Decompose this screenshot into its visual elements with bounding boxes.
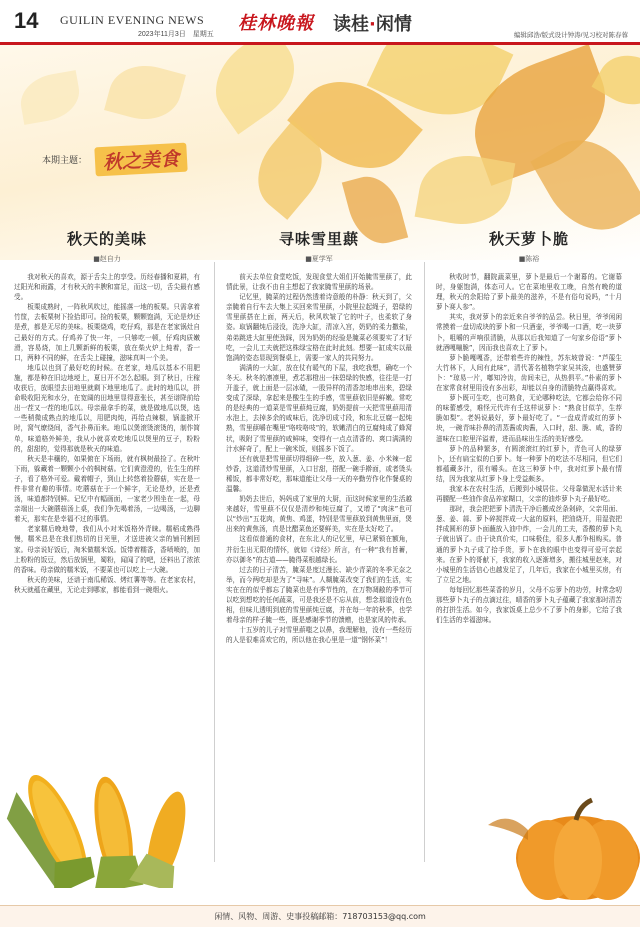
paragraph: 萝卜的品种繁多，有圆滚滚红的红萝卜，青色可人的绿萝卜，还有扁宝似的白萝卜。每一种萝卜的吃法不尽相同，但它们都蕴藏多汁，很有嚼头。在这三种萝卜中，我对红萝卜最有情结，因为我家从红萝卜身上受益颇多。 (436, 444, 622, 483)
article-body (436, 272, 622, 625)
article-3 (436, 228, 622, 625)
paragraph: 我家本在农村生活，后搬到小城居住。父母靠做泥水活计来再腰配一些油作食品养家糊口，父亲的油炸萝卜丸子最好吃。 (436, 484, 622, 504)
article-title: 秋天的美味 (66, 230, 147, 248)
paragraph: 记忆里，腌菜的过程仍然透着诗意般的朴静：秋天到了，父亲腌着自行车去大集上买回来雪里蕻，小院里拉起绳子，碧绿的雪里蕻搭在上面，两天后，秋风吹皱了它的叶子，也柔软了身姿。取锅翻炖后浸没，洗净大缸，清凉入宫，奶奶的柔力撒盐，弟弟跳进大缸里使劲踩，因为奶奶的经验是腌菜必须要实了才好吃，一会儿工夫就把这株绿宝格在此时此刻。想要一缸成实以最饱满的姿态显现到餐桌上，需要一家人的共同努力。 (226, 293, 412, 362)
paragraph: 地瓜以也到了最好吃的时候。在老家，地瓜以基本不用肥施，都是种在旧边地埂上，夏日开不怎么起眼。到了秋日，庄稼收获后，放眼望去田地里就剩下地里地瓜了。此时的地瓜以，拼命吸收阳光和水分，在宽阔的田地里显得意张长，甚至谱降前给出一茬又一茬的地瓜以。母亲最拿手的菜，就是做地瓜以煲，选一些稍微成熟点的地瓜以，用肥肉炖，再给点辣椒，锅盖掀开时，窝气缭绕间，香气扑鼻而来。地瓜以煲滚烫滚烫的，制作简单，味道格外鲜美，我从小就喜欢吃地瓜以煲里的豆子，粉粉的，甜甜的，觉得那就是秋天的味道。 (14, 363, 200, 453)
column-divider (214, 262, 215, 862)
page-number: 14 (14, 8, 39, 33)
section-dot: · (369, 14, 376, 35)
paragraph: 萝卜既可生吃，也可熟食，无论哪种吃法，它都会给你不同的味蕾感受，难怪元代许有壬这样说萝卜：“熟食甘似芋，生荐脆如梨”。老妈说最好，萝卜最好吃了。“一盘成青或红的萝卜块，一碗青味扑鼻的清蒸酱或肉酱，入口时，甜、脆、咸，香的滋味在口腔里洋溢着，进而品味出生活的美好感受。 (436, 394, 622, 443)
paragraph: 过去的日子清苦，腌菜是度过漫长、缺少青菜的冬季无奈之举，而今两吃却是为了“寻味”。人糊腌菜改变了我们的生活，实实在在的似乎都忘了腌菜也是有季节性的，在万物凋敝的季节可以吃到想吃的任何蔬菜，可是我还是不忘从前，想念那道没有色相，但味儿透明到底的雪里蕻炖豆腐，并在每一年的秋季，也学着母亲的样子腌一些，既是感谢季节的馈赠，也是家风的传承。 (226, 565, 412, 625)
article-body (226, 272, 412, 645)
paragraph: 这看似普通的食材，在东北人的记忆里，早已紧锁在额角，并衍生出无限的情怀，就如《诗经》所言，有一种“我有旨蓄，亦以御冬”的古道——腌得菜根越绿长。 (226, 535, 412, 564)
paper-name-en: GUILIN EVENING NEWS (60, 13, 205, 27)
paragraph: 板栗成熟时，一阵秋风吹过，能摇落一地的板栗。只需拿着竹筐，去板栗树下捡拾即可。捡的板栗，颗颗饱满，无论是炒还是煮，都是无尽的美味。板栗烧鸡，吃仔鸡，那是在老家锅灶自己最好的方式。仔鸡养了快一年，一只够吃一顿，仔鸡肉质嫩滑，容易烧，加上几颗新鲜的板栗，放在柴火炉上炖着，香一口，两种不同的鲜，在舌尖上碰撞，滋味真叫一个美。 (14, 303, 200, 362)
section-sub: 闲情 (375, 14, 412, 35)
article-title: 寻味雪里蕻 (278, 230, 359, 248)
leaf-decoration (415, 148, 516, 233)
theme-label: 本期主题： (42, 156, 88, 166)
paragraph: 我对秋天的喜欢，源于舌尖上的享受。历经春播和夏耕，有过阳光和雨露，才有秋天的丰腴和富足，而这一切，舌尖最有感受。 (14, 273, 200, 302)
paragraph: 老家糯后晚地带，我们从小对米饭格外青睐。糯稻成熟得慢，糯米总是在我们热切的目光里，才送进被父亲的铺刊割回家。母亲说好饭后，淘米做糯米饭。饭带着糯香，香喷喷的，加上粉粉的饭豆，然后放锅里，蜀粉，闻闻了的吧，还料出了浓浓的香味。母亲做的糯米饭，不要菜也可以吃上一大碗。 (14, 525, 200, 574)
paragraph: 前天去单位食堂吃饭，发现食堂大姐们开始腌雪里蕻了，此情此景，让我不由自主想起了我家腌雪里蕻的场景。 (226, 273, 412, 292)
newspaper-logo: 桂林晚報 (238, 13, 314, 34)
paragraph: 奶奶去世后，妈妈成了家里的大厨，而这时候家里的生活越来越好，雪里蕻不仅仅是清炒和炖豆腐了，又增了“肉沫”也可以“炒出”五花肉，黄焦、鸡蛋，特别是雪里蕻放到黄焦里面，煲出来的黄焦汤，真是比醋菜鱼还要鲜美，实在是太好吃了。 (226, 495, 412, 534)
paragraph: 秋收时节，翻院蔬菜里，萝卜是最后一个谢幕的。它谢幕时，身躯饱满，体态可人。它在菜地里收工晚，自然有晚的道理，秋天的余阳给了萝卜最美的滋养，不是有俗句说吗，“十月萝卜赛人参”。 (436, 273, 622, 312)
pumpkin-illustration (468, 770, 640, 900)
paragraph: 满满的一大缸，放在仗有暖气的下屋，我吃我想，确吃一个冬天。秋冬的凛凛里，煮芯那橙出一抹碧绿的快感，往往是一打开盖子，就上面是一层冰碴，一股异样的清香忽地串出来，碧绿变成了深绿，拿起来是酸生生的手感，雪里蕻依旧是鲜嫩。常吃的是经典的一道菜是雪里蕻炖豆腐，奶奶提前一天把雪里蕻用清水泡上，去掉多余的咸味后，洗净切成寸段，和东北豆腐一起炖熟，雪里蕻嚼在嘴里“咯吱咯吱”的，软嫩清白的豆腐炖成了蜂窝状，吸附了雪里蕻的咸鲜味，变得有一点点清香的、爽口满满的汁水鲜奇了，配上一碗米饭，则摇多下饭了。 (226, 363, 412, 453)
article-2 (226, 228, 412, 645)
corn-illustration (0, 758, 190, 888)
article-body (14, 272, 200, 595)
section-name: 读桂 (333, 14, 369, 35)
masthead (0, 0, 640, 42)
paragraph: 其实，我对萝卜的亲近来自爷爷的品尝。秋日里，爷爷闲闲常摸着一盘切成块的萝卜和一只酒壶，爷爷喝一口酒，吃一块萝卜，咀嚼的声响很清脆，从那以后我知道了一句家乡俗语“萝卜就酒嘎嘣脆”，因而我也喜欢上了萝卜。 (436, 313, 622, 352)
section-title (333, 10, 412, 36)
editor-credits: 编辑邱浩/版式设计钟涛/见习校对陈春蓉 (513, 32, 628, 39)
theme-title: 秋之美食 (94, 143, 187, 177)
leaf-decoration (104, 57, 186, 128)
article-byline: ■陈裕 (518, 255, 540, 263)
paragraph: 萝卜脆嘎嘎香，还带着些许的辣性，苏东坡曾说：“芦菔生大竹林下，人间有此味”，清代著名植物学家吴其浚，也盛赞萝卜：“琼易一片，嘟知冷齿，齿间未已，从热俱平。”朴素的萝卜在家常食材里用没有多出彩，却能以自身的清脆特点赢得喜欢。 (436, 353, 622, 393)
leaf-decoration (17, 70, 84, 125)
paragraph: 那时，我会把把萝卜清洗干净后搬成丝条剁碎，父亲用面、葱、姜、蒜、萝卜碎搅拌成一大盆的原料，把油烧开，用湿瓷把拌成圆形的萝卜面蘸放入油中炸，一会儿的工夫，香酸的萝卜丸子就出锅了。由于诀真价实，口味极佳，很多人都争相购买。普通的萝卜丸子成了拾手货，萝卜在我的眼中也变得可爱可亲起来。在萝卜的哥献下，我家的收入逐渐增多，搬往城里赵来，对小城里的生活信心也越发足了，几年后，我家在小城里买房，有了立足之地。 (436, 505, 622, 584)
column-divider (424, 262, 425, 862)
footer-submission-email: 闲情、风物、周游、史事投稿邮箱：718703153@qq.com (0, 905, 640, 927)
paragraph: 还有就是把雪里蕻切得细碎一些，放入葱、姜、小米辣一起炒香，这道清炒雪里蕻，入口甘甜，搭配一碗手擀面，或者烫头稀饭，都非常好吃，那味道能让父母一天的辛勤劳作化作餐桌的温馨。 (226, 454, 412, 493)
paragraph: 十五岁的儿子对雪里蕻嗤之以鼻，我理解他，没有一些经历的人是很难喜欢它的，所以他在我心里是一道“钢怀菜”！ (226, 626, 412, 645)
issue-date: 2023年11月3日 星期五 (138, 31, 214, 38)
paragraph: 秋天是丰穰的，如果俯在下场雨，就有枫树最捡了。在秋叶下雨，躲藏着一颗颗小小的枫树菇。它们黄澄澄的，佐生生的样子，看了格外可爱。戴着帽子，到山上转悠着捡蘑菇，实在是一件非常有趣的事情。吃蘑菇在于一个鲜字，无论是炒，还是煮汤，味道都特别鲜。记忆中有幅画面，一家老少围坐在一起，母亲端出一大碗蘑菇汤上桌，我们争先喝着汤，一边喝汤，一边聊着天，那实在是幸福不过的事情。 (14, 454, 200, 524)
article-title: 秋天萝卜脆 (488, 230, 569, 248)
article-byline: ■赵自力 (93, 255, 121, 263)
paragraph: 每每回忆那些菜香的岁月，父母不忘萝卜的功劳，时常念叨那些萝卜丸子的点滴过往，晴香的萝卜丸子蕴藏了我家那时清苦的打拼生活。如今，我家饭桌上总少不了萝卜的身影，它给了我们生活的幸福滋味。 (436, 585, 622, 625)
article-byline: ■夏学军 (305, 255, 333, 263)
article-1 (14, 228, 200, 595)
paragraph: 秋天的美味，还谱于南瓜稀饭、烤红薯等等。在老家农村，秋天就蕴在藏里，无论走到哪家，都能看到一碗烟火。 (14, 575, 200, 594)
